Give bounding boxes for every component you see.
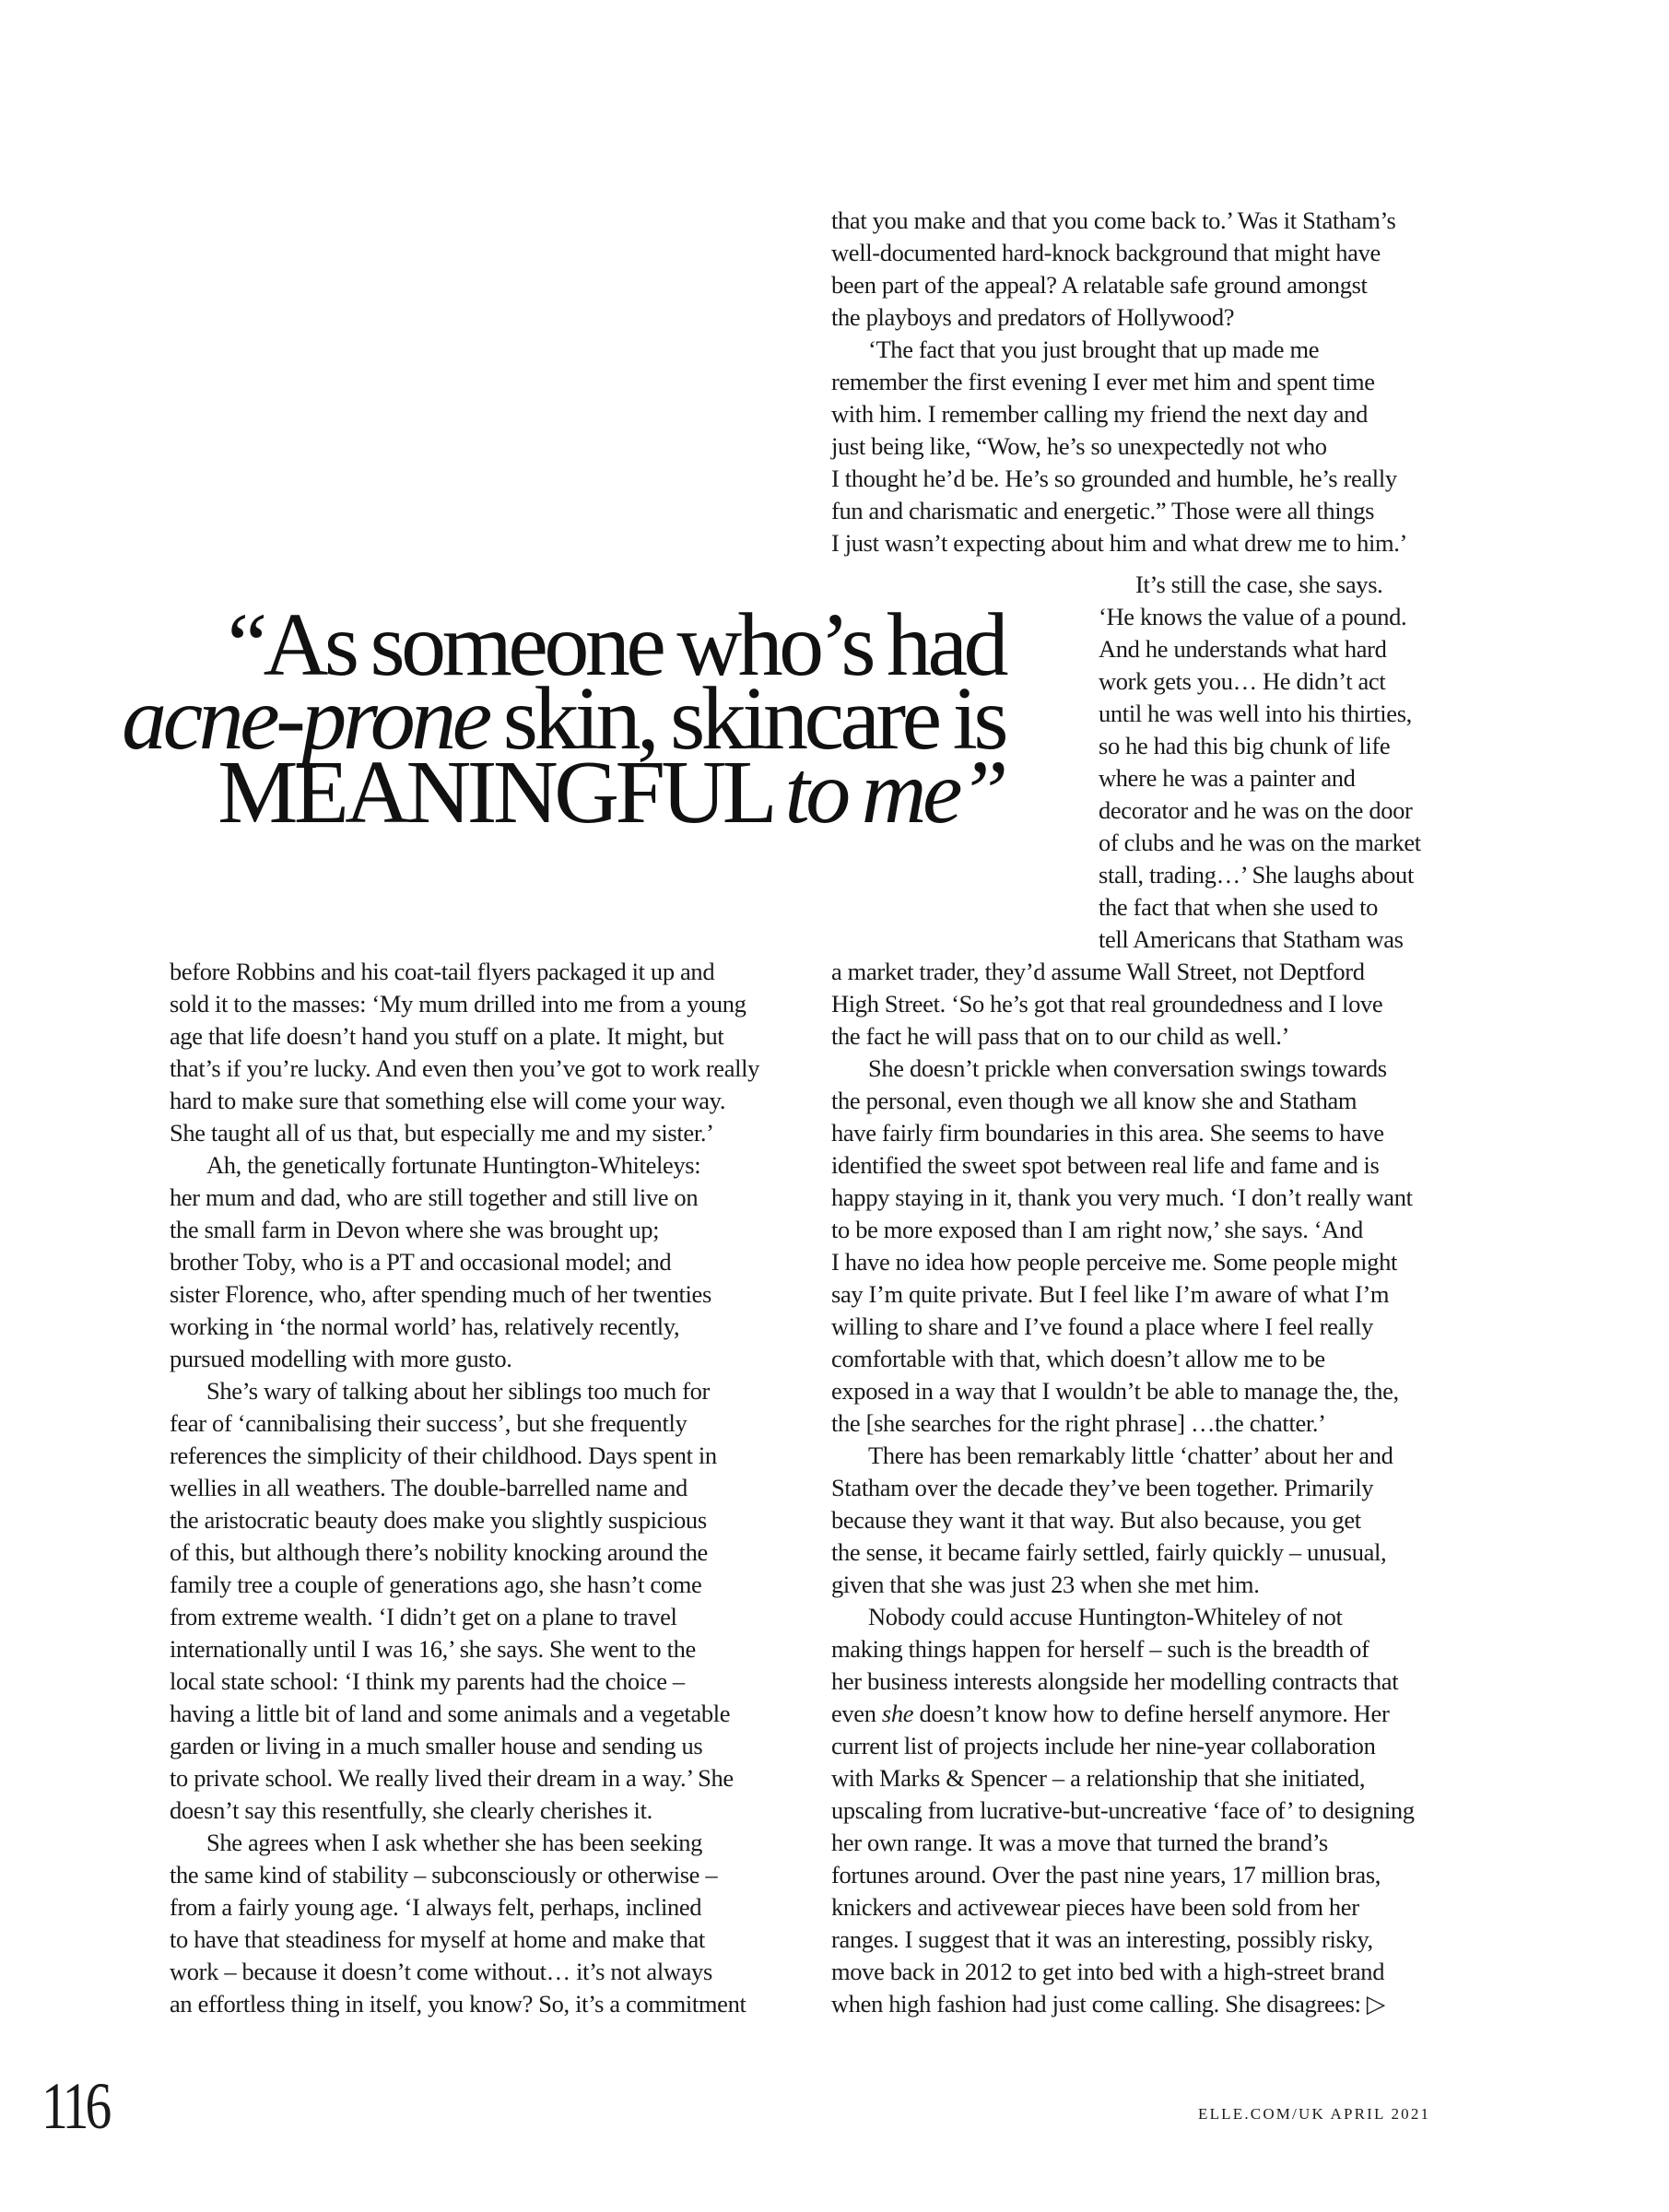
text-line: ‘The fact that you just brought that up made me (868, 335, 1320, 363)
text-line: an effortless thing in itself, you know? So, it’s a commitment (170, 1990, 746, 2018)
text-line: to private school. We really lived their dream in a way.’ She (170, 1764, 734, 1792)
text-line: move back in 2012 to get into bed with a high-street brand (831, 1958, 1385, 1985)
text-line: of clubs and he was on the market (1099, 829, 1421, 856)
text-line: of this, but although there’s nobility knocking around the (170, 1538, 708, 1566)
text-line: stall, trading…’ She laughs about (1099, 861, 1414, 888)
text-line: to have that steadiness for myself at home and make that (170, 1925, 705, 1953)
text-line: the playboys and predators of Hollywood? (831, 303, 1235, 331)
text-line: It’s still the case, she says. (1135, 571, 1383, 598)
text-line: exposed in a way that I wouldn’t be able to manage the, the, (831, 1377, 1399, 1405)
text-line: making things happen for herself – such is the breadth of (831, 1635, 1369, 1663)
paragraph (831, 1601, 1415, 2020)
text-line: I just wasn’t expecting about him and what drew me to him.’ (831, 529, 1408, 557)
text-line: I thought he’d be. He’s so grounded and humble, he’s really (831, 465, 1397, 492)
text-line: upscaling from lucrative-but-uncreative ‘face of’ to designing (831, 1796, 1415, 1824)
right-column-top (831, 205, 1407, 559)
text-line: work gets you… He didn’t act (1099, 667, 1386, 695)
left-column (170, 956, 759, 2020)
text-line: the aristocratic beauty does make you slightly suspicious (170, 1506, 707, 1534)
text-line: work – because it doesn’t come without… it’s not always (170, 1958, 712, 1985)
paragraph (831, 334, 1407, 559)
text-line: references the simplicity of their childhood. Days spent in (170, 1441, 717, 1469)
text-line: wellies in all weathers. The double-barrelled name and (170, 1474, 688, 1501)
text-line: fun and charismatic and energetic.” Those were all things (831, 497, 1375, 524)
text-line: just being like, “Wow, he’s so unexpectedly not who (831, 432, 1327, 460)
right-column-bottom (831, 956, 1415, 2020)
text-line: the fact that when she used to (1099, 893, 1378, 921)
text-line: remember the first evening I ever met him and spent time (831, 368, 1375, 395)
text-line: well-documented hard-knock background that might have (831, 239, 1381, 266)
text-line: the small farm in Devon where she was brought up; (170, 1216, 660, 1243)
text-line: that’s if you’re lucky. And even then you’ve got to work really (170, 1054, 760, 1082)
pull-quote (122, 595, 1005, 842)
text-line: tell Americans that Statham was (1099, 925, 1404, 953)
text-line: comfortable with that, which doesn’t allow me to be (831, 1345, 1325, 1372)
text-line: High Street. ‘So he’s got that real groundedness and I love (831, 990, 1383, 1018)
text-line: before Robbins and his coat-tail flyers packaged it up and (170, 958, 715, 985)
text-line: She’s wary of talking about her siblings too much for (206, 1377, 710, 1405)
footer-credit: ELLE.COM/UK APRIL 2021 (1198, 2105, 1431, 2123)
text-line: Ah, the genetically fortunate Huntington-Whiteleys: (206, 1151, 701, 1179)
text-line: ranges. I suggest that it was an interesting, possibly risky, (831, 1925, 1373, 1953)
text-line: the [she searches for the right phrase] …the chatter.’ (831, 1409, 1326, 1437)
pull-quote-line-3 (122, 743, 1005, 842)
text-line: the same kind of stability – subconsciously or otherwise – (170, 1861, 718, 1888)
pull-quote-italic: to me” (784, 743, 1005, 842)
text-line: And he understands what hard (1099, 635, 1387, 663)
text-line: from a fairly young age. ‘I always felt, perhaps, inclined (170, 1893, 702, 1921)
text-line: There has been remarkably little ‘chatter’ about her and (868, 1441, 1393, 1469)
right-column-wrap (1099, 569, 1421, 956)
text-line: from extreme wealth. ‘I didn’t get on a plane to travel (170, 1603, 677, 1630)
text-line: her own range. It was a move that turned the brand’s (831, 1829, 1328, 1856)
text-line: decorator and he was on the door (1099, 796, 1413, 824)
text-line: Statham over the decade they’ve been together. Primarily (831, 1474, 1374, 1501)
text-line: because they want it that way. But also because, you get (831, 1506, 1361, 1534)
text-line: working in ‘the normal world’ has, relatively recently, (170, 1312, 680, 1340)
paragraph (831, 956, 1415, 1053)
text-line: I have no idea how people perceive me. Some people might (831, 1248, 1397, 1276)
text-line: with Marks & Spencer – a relationship that she initiated, (831, 1764, 1366, 1792)
paragraph (831, 205, 1407, 334)
text-line: willing to share and I’ve found a place where I feel really (831, 1312, 1373, 1340)
text-line: identified the sweet spot between real life and fame and is (831, 1151, 1380, 1179)
text-line: fear of ‘cannibalising their success’, but she frequently (170, 1409, 688, 1437)
text-line: the personal, even though we all know she and Statham (831, 1087, 1358, 1114)
text-line: ‘He knows the value of a pound. (1099, 603, 1407, 630)
text-line: She agrees when I ask whether she has been seeking (206, 1829, 703, 1856)
pull-quote-italic: acne-prone (122, 669, 488, 769)
text-line: to be more exposed than I am right now,’ she says. ‘And (831, 1216, 1363, 1243)
text-line: age that life doesn’t hand you stuff on a plate. It might, but (170, 1022, 724, 1050)
text-line: current list of projects include her nine-year collaboration (831, 1732, 1376, 1759)
text-line: the fact he will pass that on to our child as well.’ (831, 1022, 1289, 1050)
text-line: fortunes around. Over the past nine years, 17 million bras, (831, 1861, 1381, 1888)
text-line: her mum and dad, who are still together and still live on (170, 1183, 699, 1211)
text-line: having a little bit of land and some animals and a vegetable (170, 1700, 731, 1727)
text-line: sister Florence, who, after spending much of her twenties (170, 1280, 711, 1308)
text-line: a market trader, they’d assume Wall Street, not Deptford (831, 958, 1365, 985)
text-line: where he was a painter and (1099, 764, 1356, 792)
text-line: when high fashion had just come calling. She disagrees: ▷ (831, 1990, 1385, 2018)
text-segment: even (831, 1700, 882, 1727)
text-line: given that she was just 23 when she met him. (831, 1571, 1260, 1598)
text-line: knickers and activewear pieces have been sold from her (831, 1893, 1359, 1921)
text-line: local state school: ‘I think my parents had the choice – (170, 1667, 685, 1695)
paragraph (170, 1149, 759, 1375)
text-line: say I’m quite private. But I feel like I’m aware of what I’m (831, 1280, 1390, 1308)
pull-quote-text: skin, skincare is (488, 669, 1005, 769)
paragraph (170, 1827, 759, 2020)
text-line (831, 1698, 1415, 1730)
text-line: She doesn’t prickle when conversation swings towards (868, 1054, 1387, 1082)
text-line: Nobody could accuse Huntington-Whiteley of not (868, 1603, 1343, 1630)
text-line: hard to make sure that something else will come your way. (170, 1087, 726, 1114)
text-line: She taught all of us that, but especially me and my sister.’ (170, 1119, 714, 1147)
page-number: 116 (41, 2069, 109, 2143)
text-line: that you make and that you come back to.’ Was it Statham’s (831, 206, 1396, 234)
text-line: have fairly firm boundaries in this area. She seems to have (831, 1119, 1384, 1147)
text-line: pursued modelling with more gusto. (170, 1345, 512, 1372)
text-line: with him. I remember calling my friend the next day and (831, 400, 1368, 428)
paragraph (831, 1440, 1415, 1601)
text-line: doesn’t say this resentfully, she clearly cherishes it. (170, 1796, 652, 1824)
pull-quote-caps: MEANINGFUL (217, 743, 785, 842)
text-segment: doesn’t know how to define herself anymore. Her (913, 1700, 1390, 1727)
text-line: brother Toby, who is a PT and occasional model; and (170, 1248, 672, 1276)
text-line: been part of the appeal? A relatable safe ground amongst (831, 271, 1368, 299)
paragraph (831, 1053, 1415, 1440)
italic-text: she (881, 1700, 914, 1727)
text-line: sold it to the masses: ‘My mum drilled into me from a young (170, 990, 746, 1018)
text-line: until he was well into his thirties, (1099, 700, 1412, 727)
pull-quote-line-1: “As someone who’s had (227, 595, 1005, 695)
text-line: so he had this big chunk of life (1099, 732, 1391, 759)
text-line: the sense, it became fairly settled, fairly quickly – unusual, (831, 1538, 1387, 1566)
text-line: internationally until I was 16,’ she says. She went to the (170, 1635, 696, 1663)
text-line: happy staying in it, thank you very much. ‘I don’t really want (831, 1183, 1413, 1211)
text-line: garden or living in a much smaller house and sending us (170, 1732, 703, 1759)
paragraph (170, 1375, 759, 1827)
paragraph (170, 956, 759, 1149)
text-line: her business interests alongside her modelling contracts that (831, 1667, 1399, 1695)
text-line: family tree a couple of generations ago, she hasn’t come (170, 1571, 702, 1598)
